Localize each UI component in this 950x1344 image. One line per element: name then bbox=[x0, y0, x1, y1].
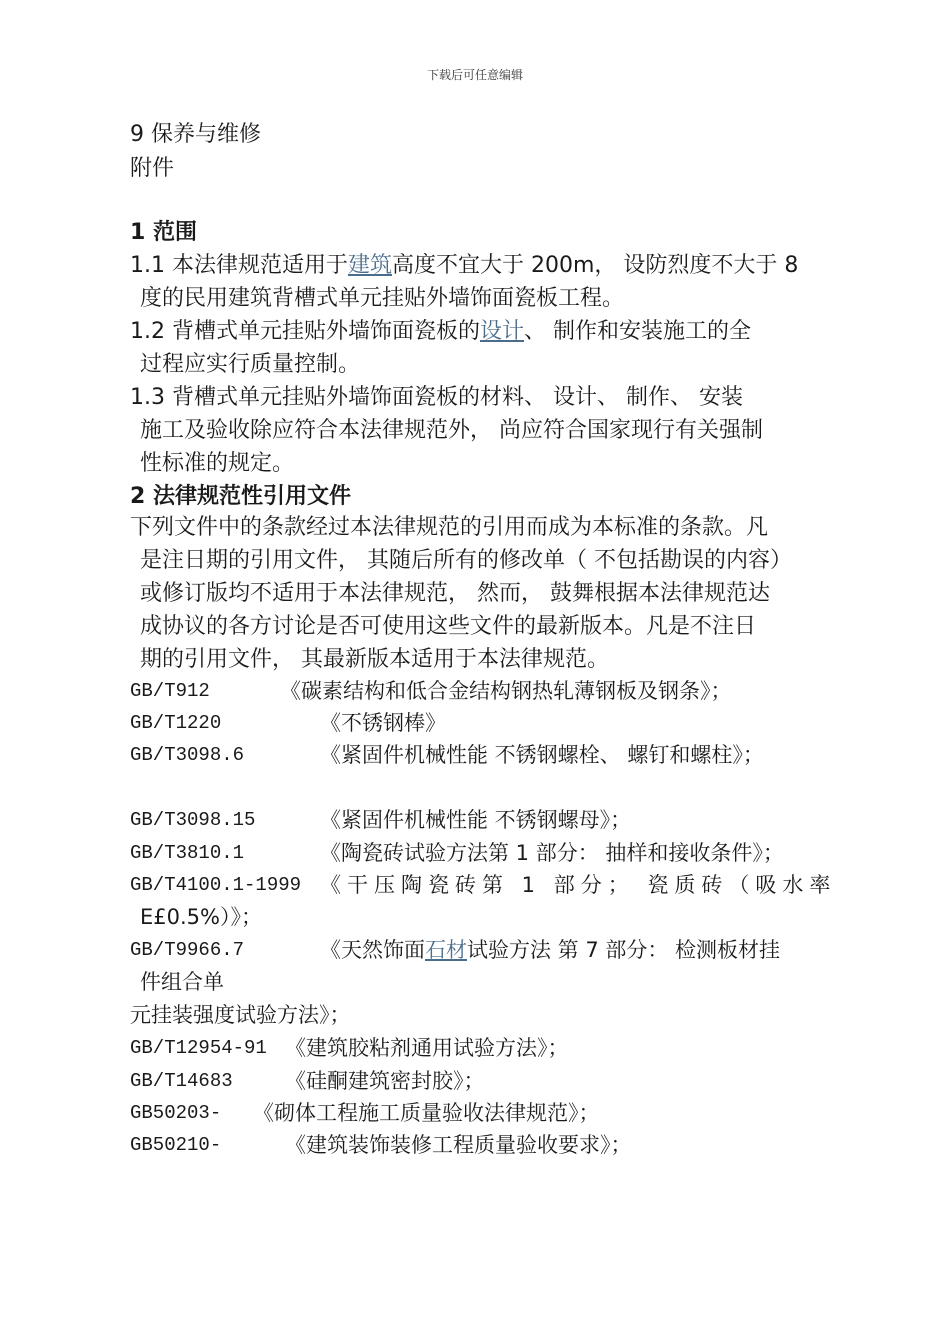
section-2-intro-5: 期的引用文件， 其最新版本适用于本法律规范。 bbox=[140, 647, 609, 672]
toc-item-9: 9 保养与维修 bbox=[130, 122, 261, 147]
clause-1-3-line-3: 性标准的规定。 bbox=[140, 451, 295, 476]
reference-title: 《硅酮建筑密封胶》； bbox=[285, 1069, 485, 1093]
reference-title: 《陶瓷砖试验方法第 1 部分： 抽样和接收条件》； bbox=[320, 841, 784, 865]
link-shicai[interactable]: 石材 bbox=[425, 938, 467, 962]
section-1-title: 1 范围 bbox=[130, 220, 197, 245]
clause-1-2-text: 1.2 背槽式单元挂贴外墙饰面瓷板的 bbox=[130, 319, 480, 344]
reference-title: 《砌体工程施工质量验收法律规范》； bbox=[253, 1101, 600, 1125]
reference-title-cont-2: 元挂装强度试验方法》； bbox=[130, 1003, 351, 1027]
reference-code: GB/T3098.6 bbox=[130, 744, 245, 766]
link-jianzhu[interactable]: 建筑 bbox=[347, 253, 392, 278]
reference-code: GB/T12954-91 bbox=[130, 1037, 267, 1059]
section-2-intro-4: 成协议的各方讨论是否可使用这些文件的最新版本。凡是不注日 bbox=[140, 614, 757, 639]
page-header-note: 下载后可任意编辑 bbox=[426, 68, 523, 82]
reference-title: 《紧固件机械性能 不锈钢螺栓、 螺钉和螺柱》； bbox=[320, 743, 764, 767]
reference-code: GB/T9966.7 bbox=[130, 939, 245, 961]
reference-code: GB50203- bbox=[130, 1102, 222, 1124]
clause-1-2-text-2: 、 制作和安装施工的全 bbox=[524, 319, 751, 344]
clause-1-1-text-2: 高度不宜大于 200m， 设防烈度不大于 8 bbox=[392, 253, 799, 278]
clause-1-3-line-2: 施工及验收除应符合本法律规范外， 尚应符合国家现行有关强制 bbox=[140, 418, 763, 443]
reference-title: 《碳素结构和低合金结构钢热轧薄钢板及钢条》； bbox=[280, 679, 732, 703]
section-2-intro-1: 下列文件中的条款经过本法律规范的引用而成为本标准的条款。凡 bbox=[130, 515, 769, 540]
clause-1-3-line-1: 1.3 背槽式单元挂贴外墙饰面瓷板的材料、 设计、 制作、 安装 bbox=[130, 385, 743, 410]
reference-title: 《建筑装饰装修工程质量验收要求》； bbox=[285, 1133, 632, 1157]
clause-1-2-line-1 bbox=[130, 317, 751, 347]
reference-title: 《不锈钢棒》 bbox=[320, 711, 446, 735]
reference-code: GB/T3810.1 bbox=[130, 842, 245, 864]
reference-code: GB/T14683 bbox=[130, 1070, 233, 1092]
reference-code: GB/T3098.15 bbox=[130, 809, 256, 831]
clause-1-2-line-2: 过程应实行质量控制。 bbox=[140, 352, 361, 377]
reference-title-part-2: 试验方法 第 7 部分： 检测板材挂 bbox=[467, 938, 781, 962]
reference-title: 《干压陶瓷砖第 1 部分； 瓷质砖（吸水率 bbox=[320, 873, 837, 897]
toc-appendix: 附件 bbox=[130, 156, 175, 181]
reference-title-part: 《天然饰面 bbox=[320, 938, 425, 962]
section-2-title: 2 法律规范性引用文件 bbox=[130, 484, 351, 509]
section-2-intro-3: 或修订版均不适用于本法律规范， 然而， 鼓舞根据本法律规范达 bbox=[140, 581, 770, 606]
clause-1-1-text: 1.1 本法律规范适用于 bbox=[130, 253, 348, 278]
link-sheji[interactable]: 设计 bbox=[479, 319, 524, 344]
reference-title bbox=[320, 935, 780, 965]
reference-code: GB50210- bbox=[130, 1134, 222, 1156]
section-2-intro-2: 是注日期的引用文件， 其随后所有的修改单（ 不包括勘误的内容） bbox=[140, 548, 792, 573]
clause-1-1-line-2: 度的民用建筑背槽式单元挂贴外墙饰面瓷板工程。 bbox=[140, 286, 625, 311]
reference-title: 《紧固件机械性能 不锈钢螺母》； bbox=[320, 808, 632, 832]
reference-title: 《建筑胶粘剂通用试验方法》； bbox=[285, 1036, 569, 1060]
reference-title-cont: 件组合单 bbox=[140, 970, 224, 994]
reference-code: GB/T912 bbox=[130, 680, 210, 702]
reference-code: GB/T1220 bbox=[130, 712, 222, 734]
clause-1-1-line-1 bbox=[130, 251, 798, 281]
reference-title-cont: E£0.5%）》； bbox=[140, 905, 262, 929]
reference-code: GB/T4100.1-1999 bbox=[130, 874, 302, 896]
